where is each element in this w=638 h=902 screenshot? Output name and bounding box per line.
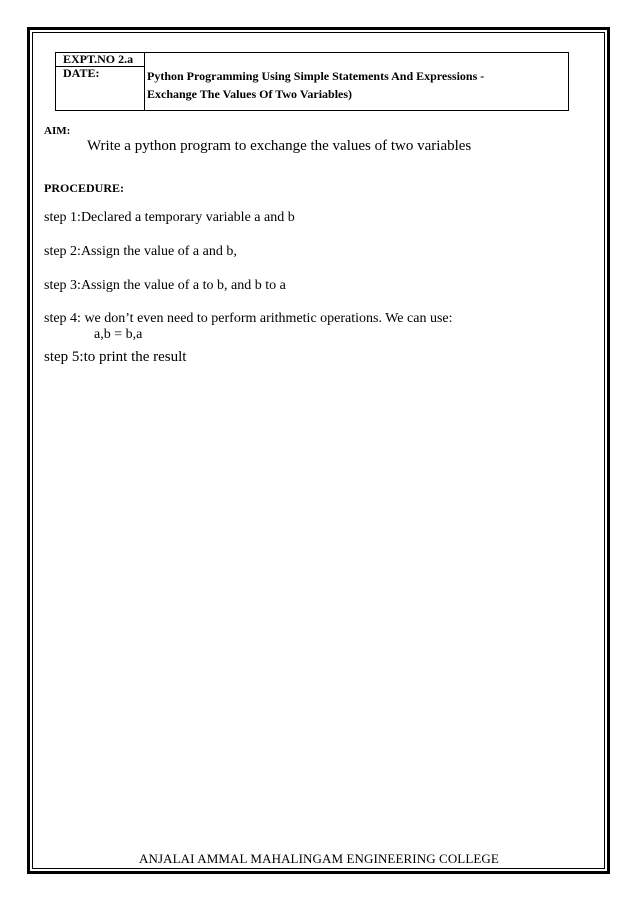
experiment-title [146,67,567,103]
procedure-step-1: step 1:Declared a temporary variable a and b [44,210,295,225]
footer-college-name: ANJALAI AMMAL MAHALINGAM ENGINEERING COLLEGE [139,851,499,866]
experiment-title-line-1: Python Programming Using Simple Statements And Expressions - [147,69,485,83]
procedure-step-3: step 3:Assign the value of a to b, and b to a [44,278,286,293]
procedure-step-4: step 4: we don’t even need to perform arithmetic operations. We can use: [44,311,453,326]
procedure-step-4-code: a,b = b,a [94,327,143,342]
experiment-title-line-2: Exchange The Values Of Two Variables) [147,87,353,101]
procedure-step-5: step 5:to print the result [44,349,187,365]
procedure-step-2: step 2:Assign the value of a and b, [44,244,237,259]
aim-label: AIM: [44,125,71,137]
experiment-number: EXPT.NO 2.a [56,53,145,67]
experiment-header-table [55,52,569,111]
aim-text: Write a python program to exchange the values of two variables [87,138,472,154]
page-border-inner [32,32,605,869]
procedure-label: PROCEDURE: [44,181,124,195]
date-label: DATE: [56,67,145,110]
